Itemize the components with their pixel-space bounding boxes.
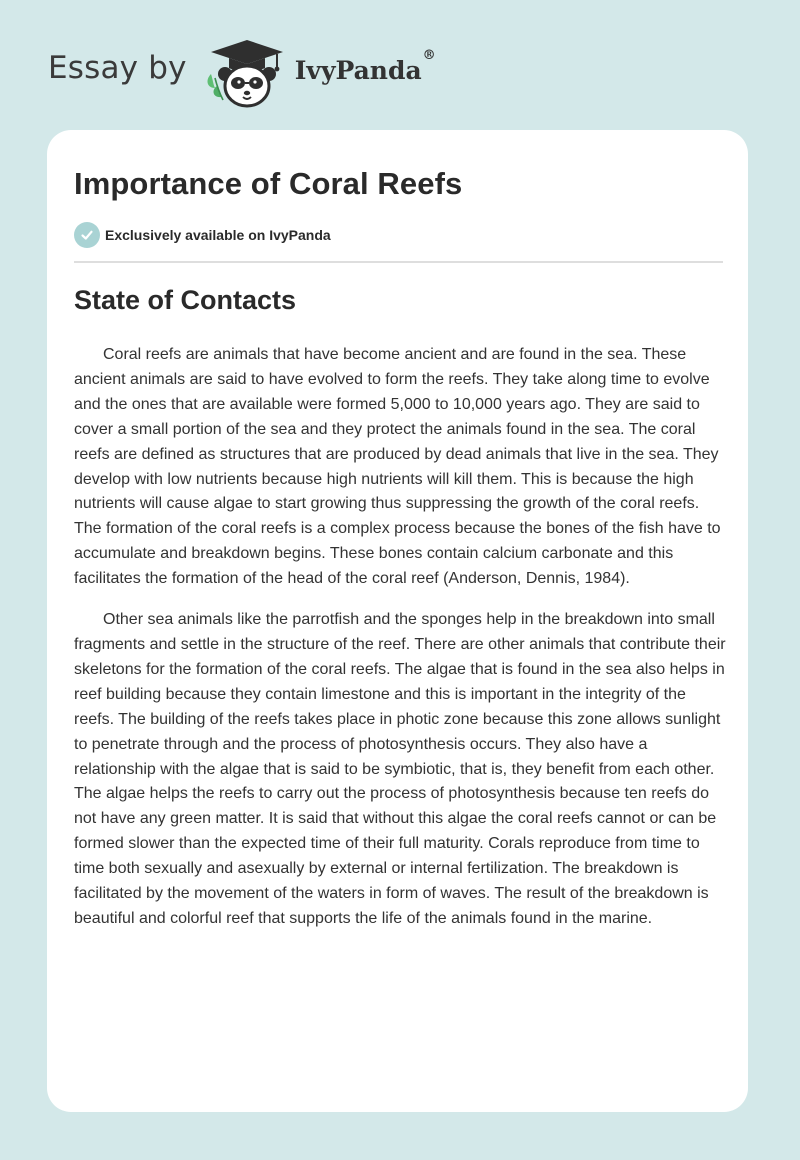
paragraph: Other sea animals like the parrotfish and the sponges help in the breakdown into small fragments and settle in the structure of the reef. There are other animals that contribute their skeletons for the formation of the coral reefs. The algae that is found in the sea also helps in reef building because they contain limestone and this is important in the integrity of the reefs. The building of the reefs takes place in photic zone because this zone allows sunlight to penetrate through and the process of photosynthesis occurs. They also have a relationship with the algae that is said to be symbiotic, that is, they benefit from each other. The algae helps the reefs to carry out the process of photosynthesis because ten reefs do not have any green matter. It is said that without this algae the coral reefs cannot or can be formed slower than the expected time of their full maturity. Corals reproduce from time to time both sexually and asexually by external or internal fertilization. The breakdown is facilitated by the movement of the waters in form of waves. The result of the breakdown is beautiful and colorful reef that supports the life of the animals found in the marine. (74, 611, 726, 927)
exclusive-badge (74, 222, 331, 248)
brand-logo[interactable]: IvyPanda® (294, 48, 436, 85)
page-title: Importance of Coral Reefs (74, 166, 463, 201)
paragraph: Coral reefs are animals that have become ancient and are found in the sea. These ancient animals are said to have evolved to form the reefs. They take along time to evolve and the ones that are available were formed 5,000 to 10,000 years ago. They are said to cover a small portion of the sea and they protect the animals found in the sea. The coral reefs are defined as structures that are produced by dead animals that live in the sea. They develop with low nutrients because high nutrients will kill them. This is because the high nutrients will cause algae to start growing thus suppressing the growth of the coral reefs. The formation of the coral reefs is a complex process because the bones of the fish have to accumulate and breakdown begins. These bones contain calcium carbonate and this facilitates the formation of the head of the coral reef (Anderson, Dennis, 1984). (74, 346, 721, 588)
badge-text: Exclusively available on IvyPanda (105, 227, 331, 243)
essay-card (47, 130, 748, 1112)
essay-body (74, 343, 726, 948)
panda-graduate-icon[interactable] (203, 34, 291, 110)
essay-by-label: Essay by (48, 50, 187, 86)
section-heading: State of Contacts (74, 285, 297, 315)
divider (74, 261, 723, 263)
check-circle-icon (74, 222, 100, 248)
site-header (48, 34, 436, 110)
